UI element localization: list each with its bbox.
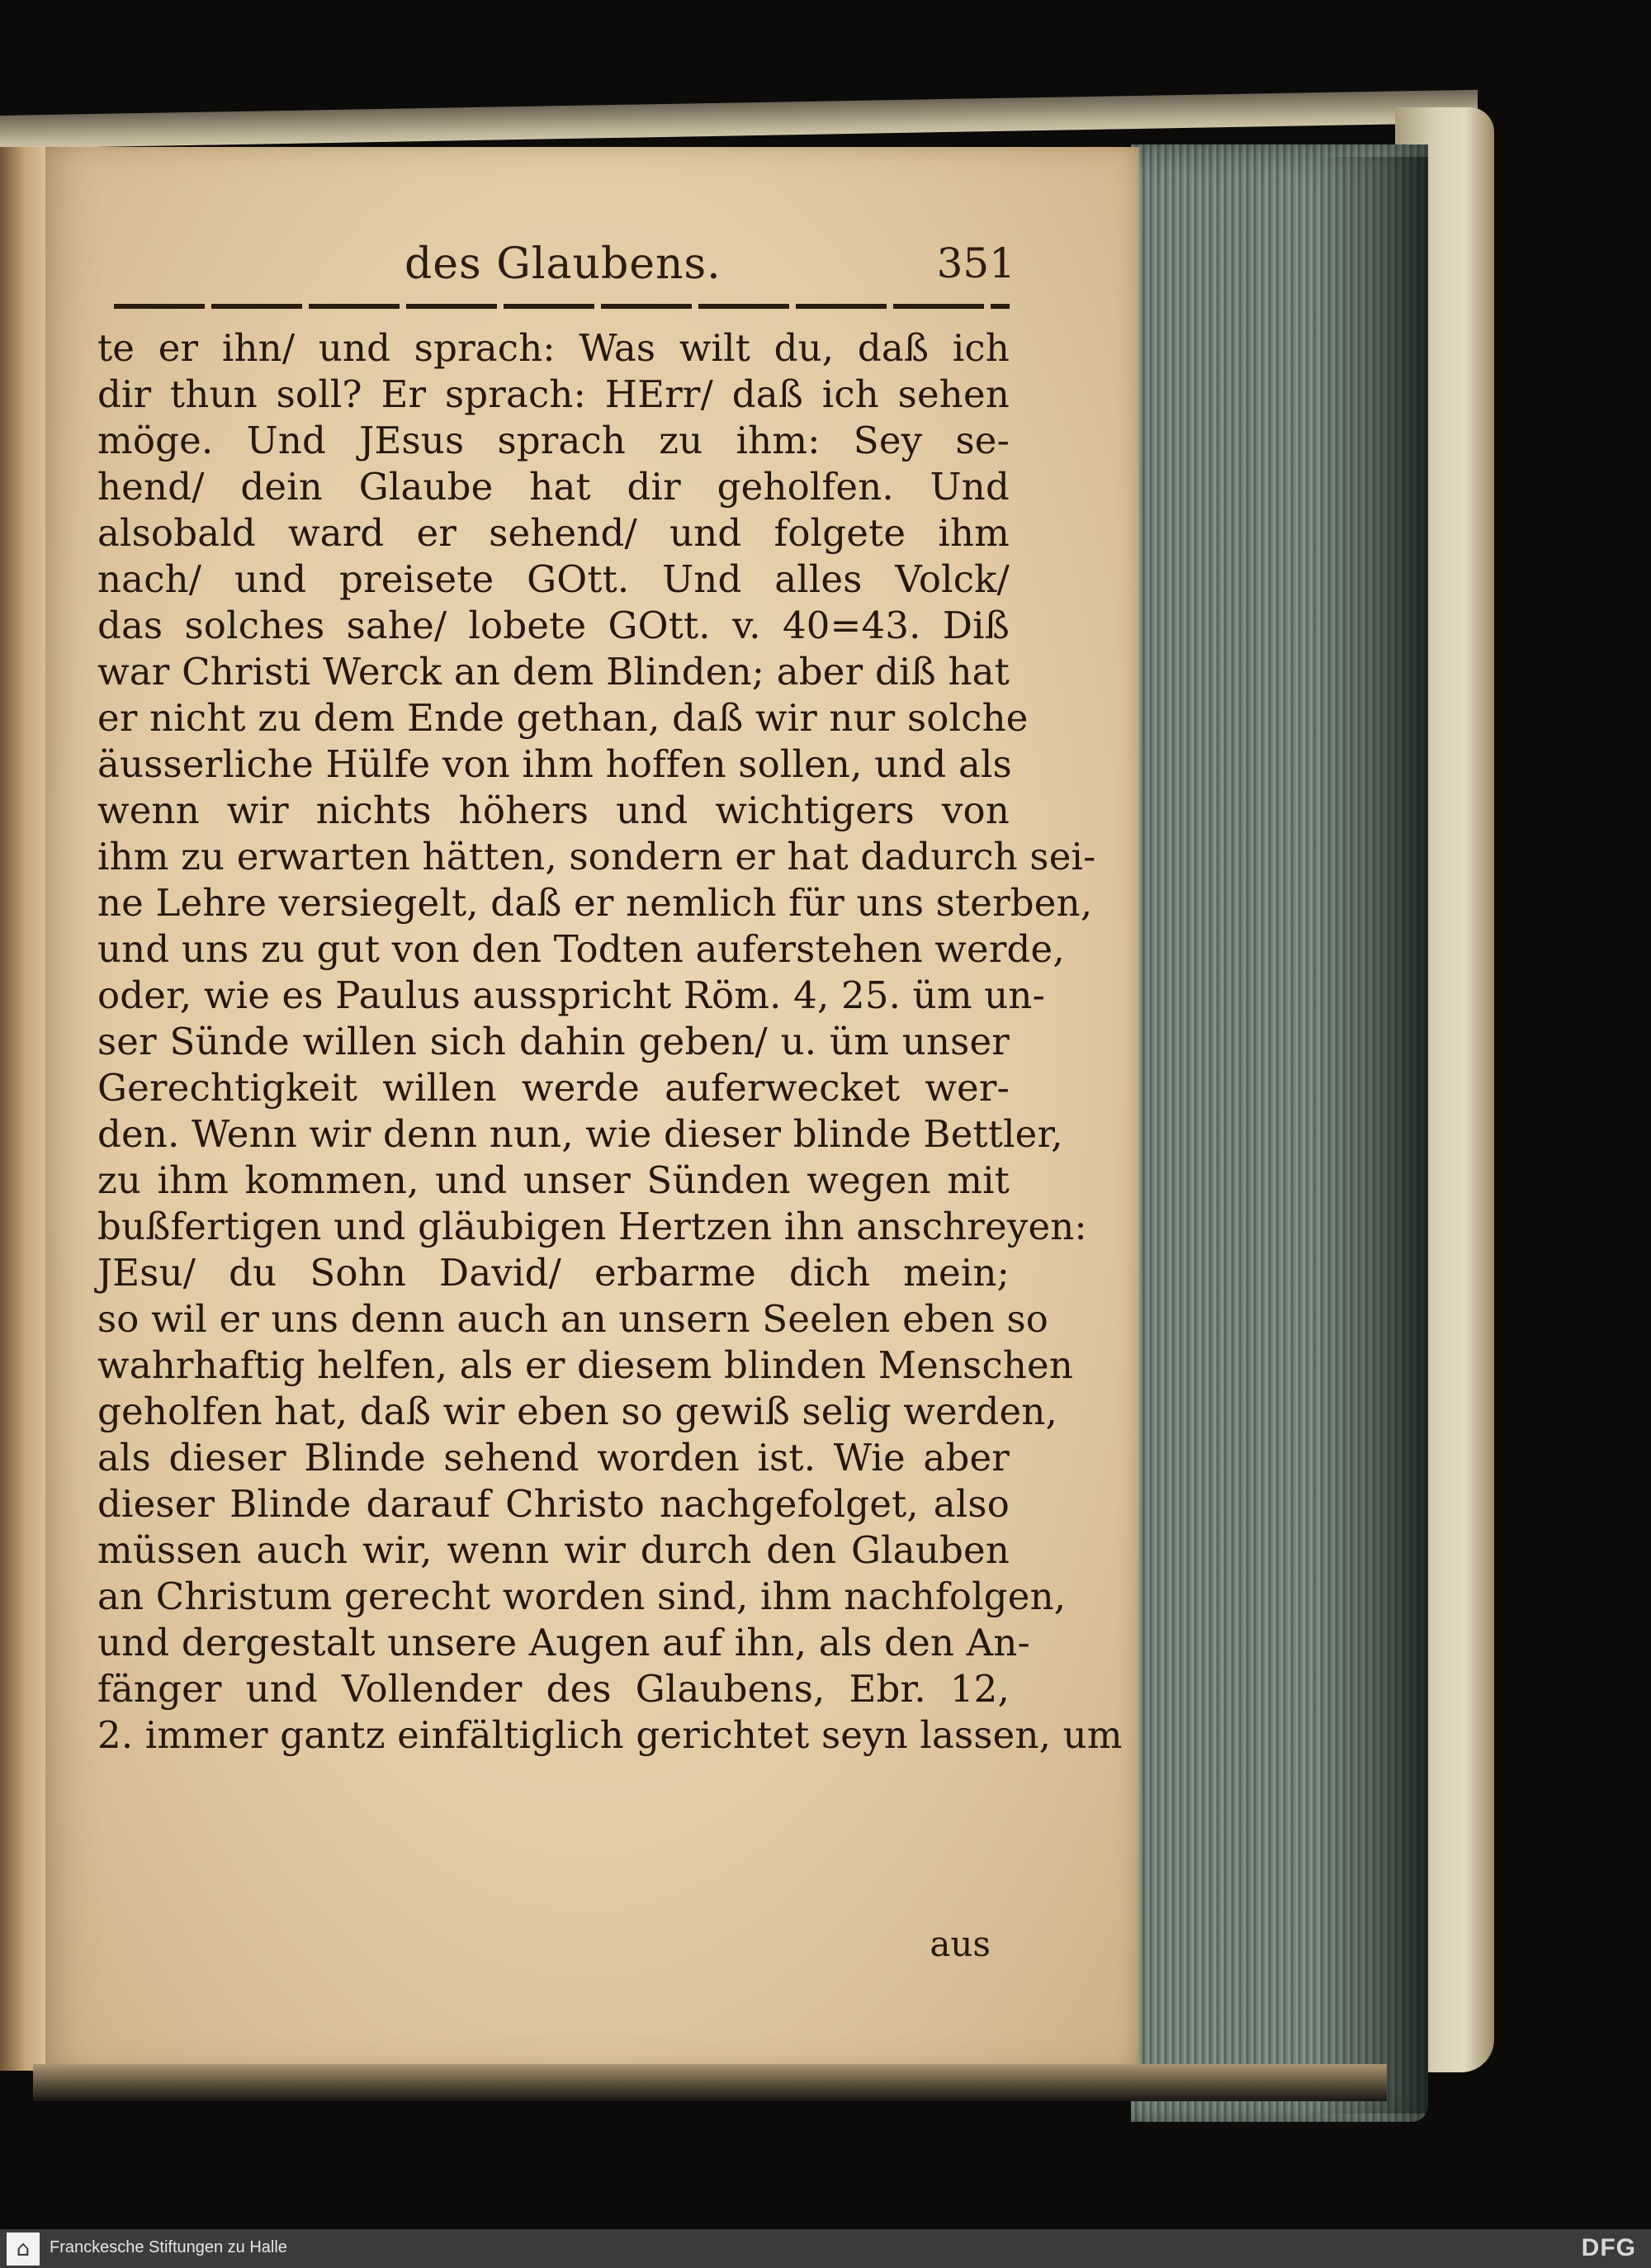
text-line: wenn wir nichts höhers und wichtigers von — [97, 788, 1010, 832]
text-line: hend/ dein Glaube hat dir geholfen. Und — [97, 465, 1010, 509]
running-title: des Glaubens. — [404, 239, 721, 289]
book-bottom-edge — [33, 2064, 1387, 2101]
text-line: geholfen hat, daß wir eben so gewiß selig werden, — [97, 1390, 1058, 1433]
header-rule — [114, 304, 1010, 309]
viewer-footer — [0, 2229, 1651, 2268]
dfg-logo[interactable]: DFG — [1581, 2234, 1636, 2261]
text-line: ne Lehre versiegelt, daß er nemlich für uns sterben, — [97, 881, 1093, 925]
text-line: als dieser Blinde sehend worden ist. Wie aber — [97, 1436, 1010, 1480]
text-line: zu ihm kommen, und unser Sünden wegen mit — [97, 1158, 1010, 1202]
body-text — [97, 325, 1123, 1759]
text-line: fänger und Vollender des Glaubens, Ebr. 12, — [97, 1667, 1010, 1711]
text-line: äusserliche Hülfe von ihm hoffen sollen, und als — [97, 742, 1012, 786]
text-line: ser Sünde willen sich dahin geben/ u. üm unser — [97, 1020, 1010, 1063]
catchword: aus — [930, 1924, 991, 1964]
fore-edge-shadow — [1313, 157, 1428, 2114]
text-line: so wil er uns denn auch an unsern Seelen eben so — [97, 1297, 1049, 1341]
institution-logo-icon[interactable]: ⌂ — [7, 2232, 40, 2266]
page-header — [116, 239, 1015, 297]
text-line: ihm zu erwarten hätten, sondern er hat dadurch sei- — [97, 835, 1096, 878]
text-line: 2. immer gantz einfältiglich gerichtet seyn lassen, um — [97, 1713, 1123, 1757]
text-line: Gerechtigkeit willen werde auferwecket wer- — [97, 1066, 1010, 1110]
page-number: 351 — [936, 239, 1015, 287]
text-line: und dergestalt unsere Augen auf ihn, als den An- — [97, 1621, 1030, 1664]
text-line: te er ihn/ und sprach: Was wilt du, daß ich — [97, 326, 1010, 370]
text-line: er nicht zu dem Ende gethan, daß wir nur solche — [97, 696, 1029, 740]
text-line: dieser Blinde darauf Christo nachgefolget, also — [97, 1482, 1010, 1526]
text-line: JEsu/ du Sohn David/ erbarme dich mein; — [97, 1251, 1010, 1295]
text-line: oder, wie es Paulus ausspricht Röm. 4, 25. üm un- — [97, 973, 1045, 1017]
text-line: das solches sahe/ lobete GOtt. v. 40=43. Diß — [97, 604, 1010, 647]
text-line: den. Wenn wir denn nun, wie dieser blinde Bettler, — [97, 1112, 1063, 1156]
text-line: und uns zu gut von den Todten auferstehen werde, — [97, 927, 1065, 971]
text-line: alsobald ward er sehend/ und folgete ihm — [97, 511, 1010, 555]
page-gutter — [0, 147, 45, 2071]
text-line: war Christi Werck an dem Blinden; aber diß hat — [97, 650, 1010, 694]
text-line: müssen auch wir, wenn wir durch den Glauben — [97, 1528, 1010, 1572]
book-cover-top — [0, 90, 1478, 149]
text-line: dir thun soll? Er sprach: HErr/ daß ich sehen — [97, 372, 1010, 416]
text-line: bußfertigen und gläubigen Hertzen ihn anschreyen: — [97, 1205, 1087, 1248]
text-line: nach/ und preisete GOtt. Und alles Volck/ — [97, 557, 1010, 601]
text-line: an Christum gerecht worden sind, ihm nachfolgen, — [97, 1574, 1067, 1618]
text-line: möge. Und JEsus sprach zu ihm: Sey se- — [97, 419, 1010, 462]
institution-name[interactable]: Franckesche Stiftungen zu Halle — [50, 2238, 287, 2256]
text-line: wahrhaftig helfen, als er diesem blinden Menschen — [97, 1343, 1074, 1387]
